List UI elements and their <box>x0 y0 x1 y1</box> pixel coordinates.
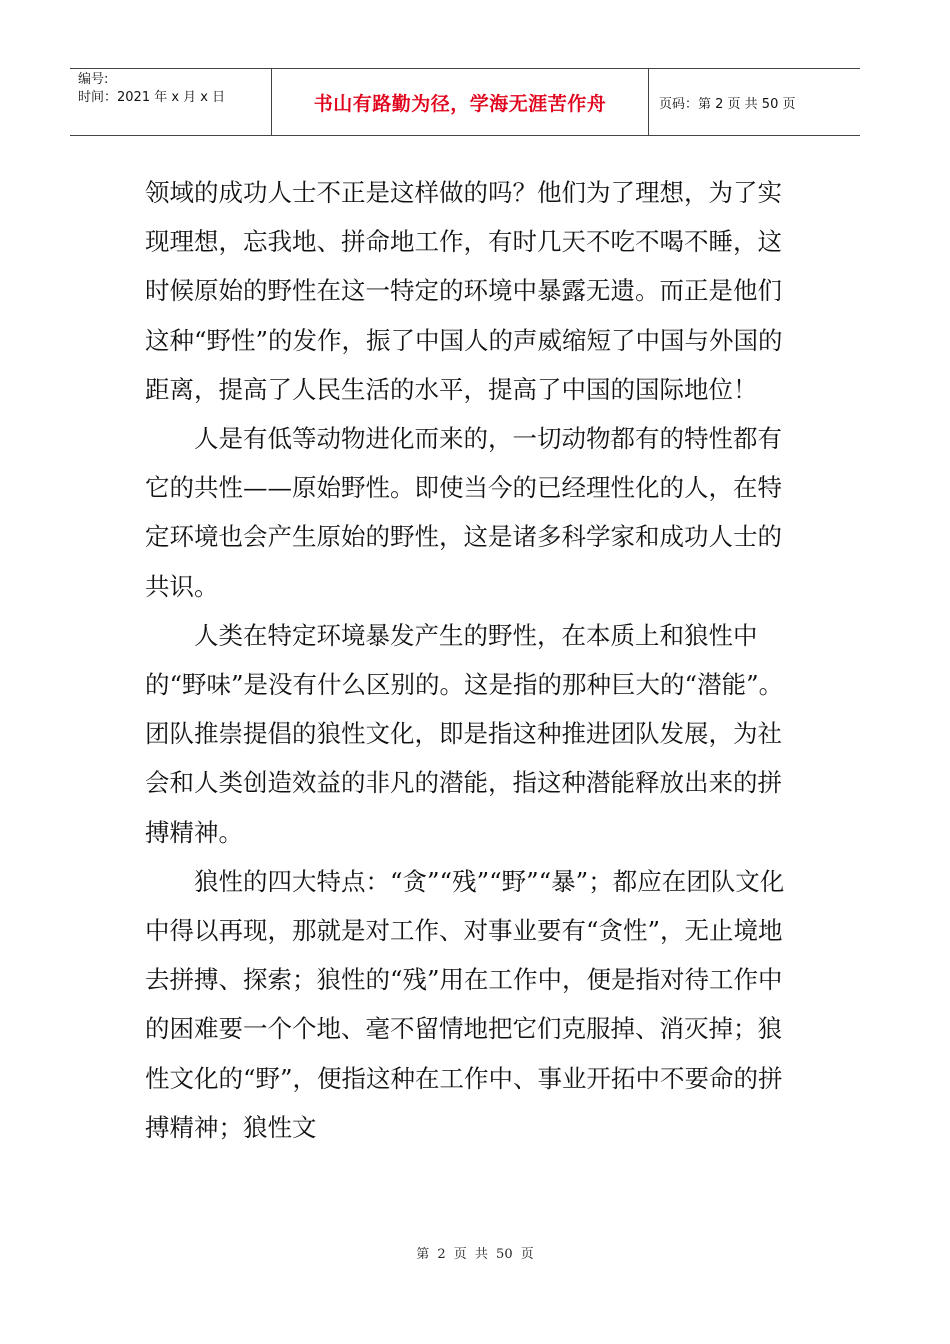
page-footer: 第 2 页 共 50 页 <box>416 1247 534 1262</box>
body-paragraph: 人是有低等动物进化而来的，一切动物都有的特性都有它的共性——原始野性。即使当今的已经理性化的人，在特定环境也会产生原始的野性，这是诸多科学家和成功人士的共识。 <box>145 424 782 601</box>
page-header <box>70 68 860 136</box>
header-motto: 书山有路勤为径，学海无涯苦作舟 <box>272 69 649 135</box>
body-paragraph: 狼性的四大特点：“贪”“残”“野”“暴”；都应在团队文化中得以再现，那就是对工作、对事业要有“贪性”，无止境地去拼搏、探索；狼性的“残”用在工作中，便是指对待工作中的困难要一个个地、毫不留情地把它们克服掉、消灭掉；狼性文化的“野”，便指这种在工作中、事业开拓中不要命的拼搏精神；狼性文 <box>145 866 785 1142</box>
header-meta <box>70 69 272 135</box>
document-time-label: 时间：2021 年 x 月 x 日 <box>78 90 226 105</box>
document-number-label: 编号: <box>78 72 109 87</box>
document-body <box>145 168 785 1152</box>
body-paragraph: 领域的成功人士不正是这样做的吗？他们为了理想，为了实现理想，忘我地、拼命地工作，有时几天不吃不喝不睡，这时候原始的野性在这一特定的环境中暴露无遗。而正是他们这种“野性”的发作，振了中国人的声威缩短了中国与外国的距离，提高了人民生活的水平，提高了中国的国际地位！ <box>145 178 783 404</box>
body-paragraph: 人类在特定环境暴发产生的野性，在本质上和狼性中的“野味”是没有什么区别的。这是指的那种巨大的“潜能”。 团队推崇提倡的狼性文化，即是指这种推进团队发展，为社会和人类创造效益的非凡的潜能，指这种潜能释放出来的拼搏精神。 <box>145 620 784 847</box>
header-page-info: 页码：第 2 页 共 50 页 <box>659 96 796 112</box>
